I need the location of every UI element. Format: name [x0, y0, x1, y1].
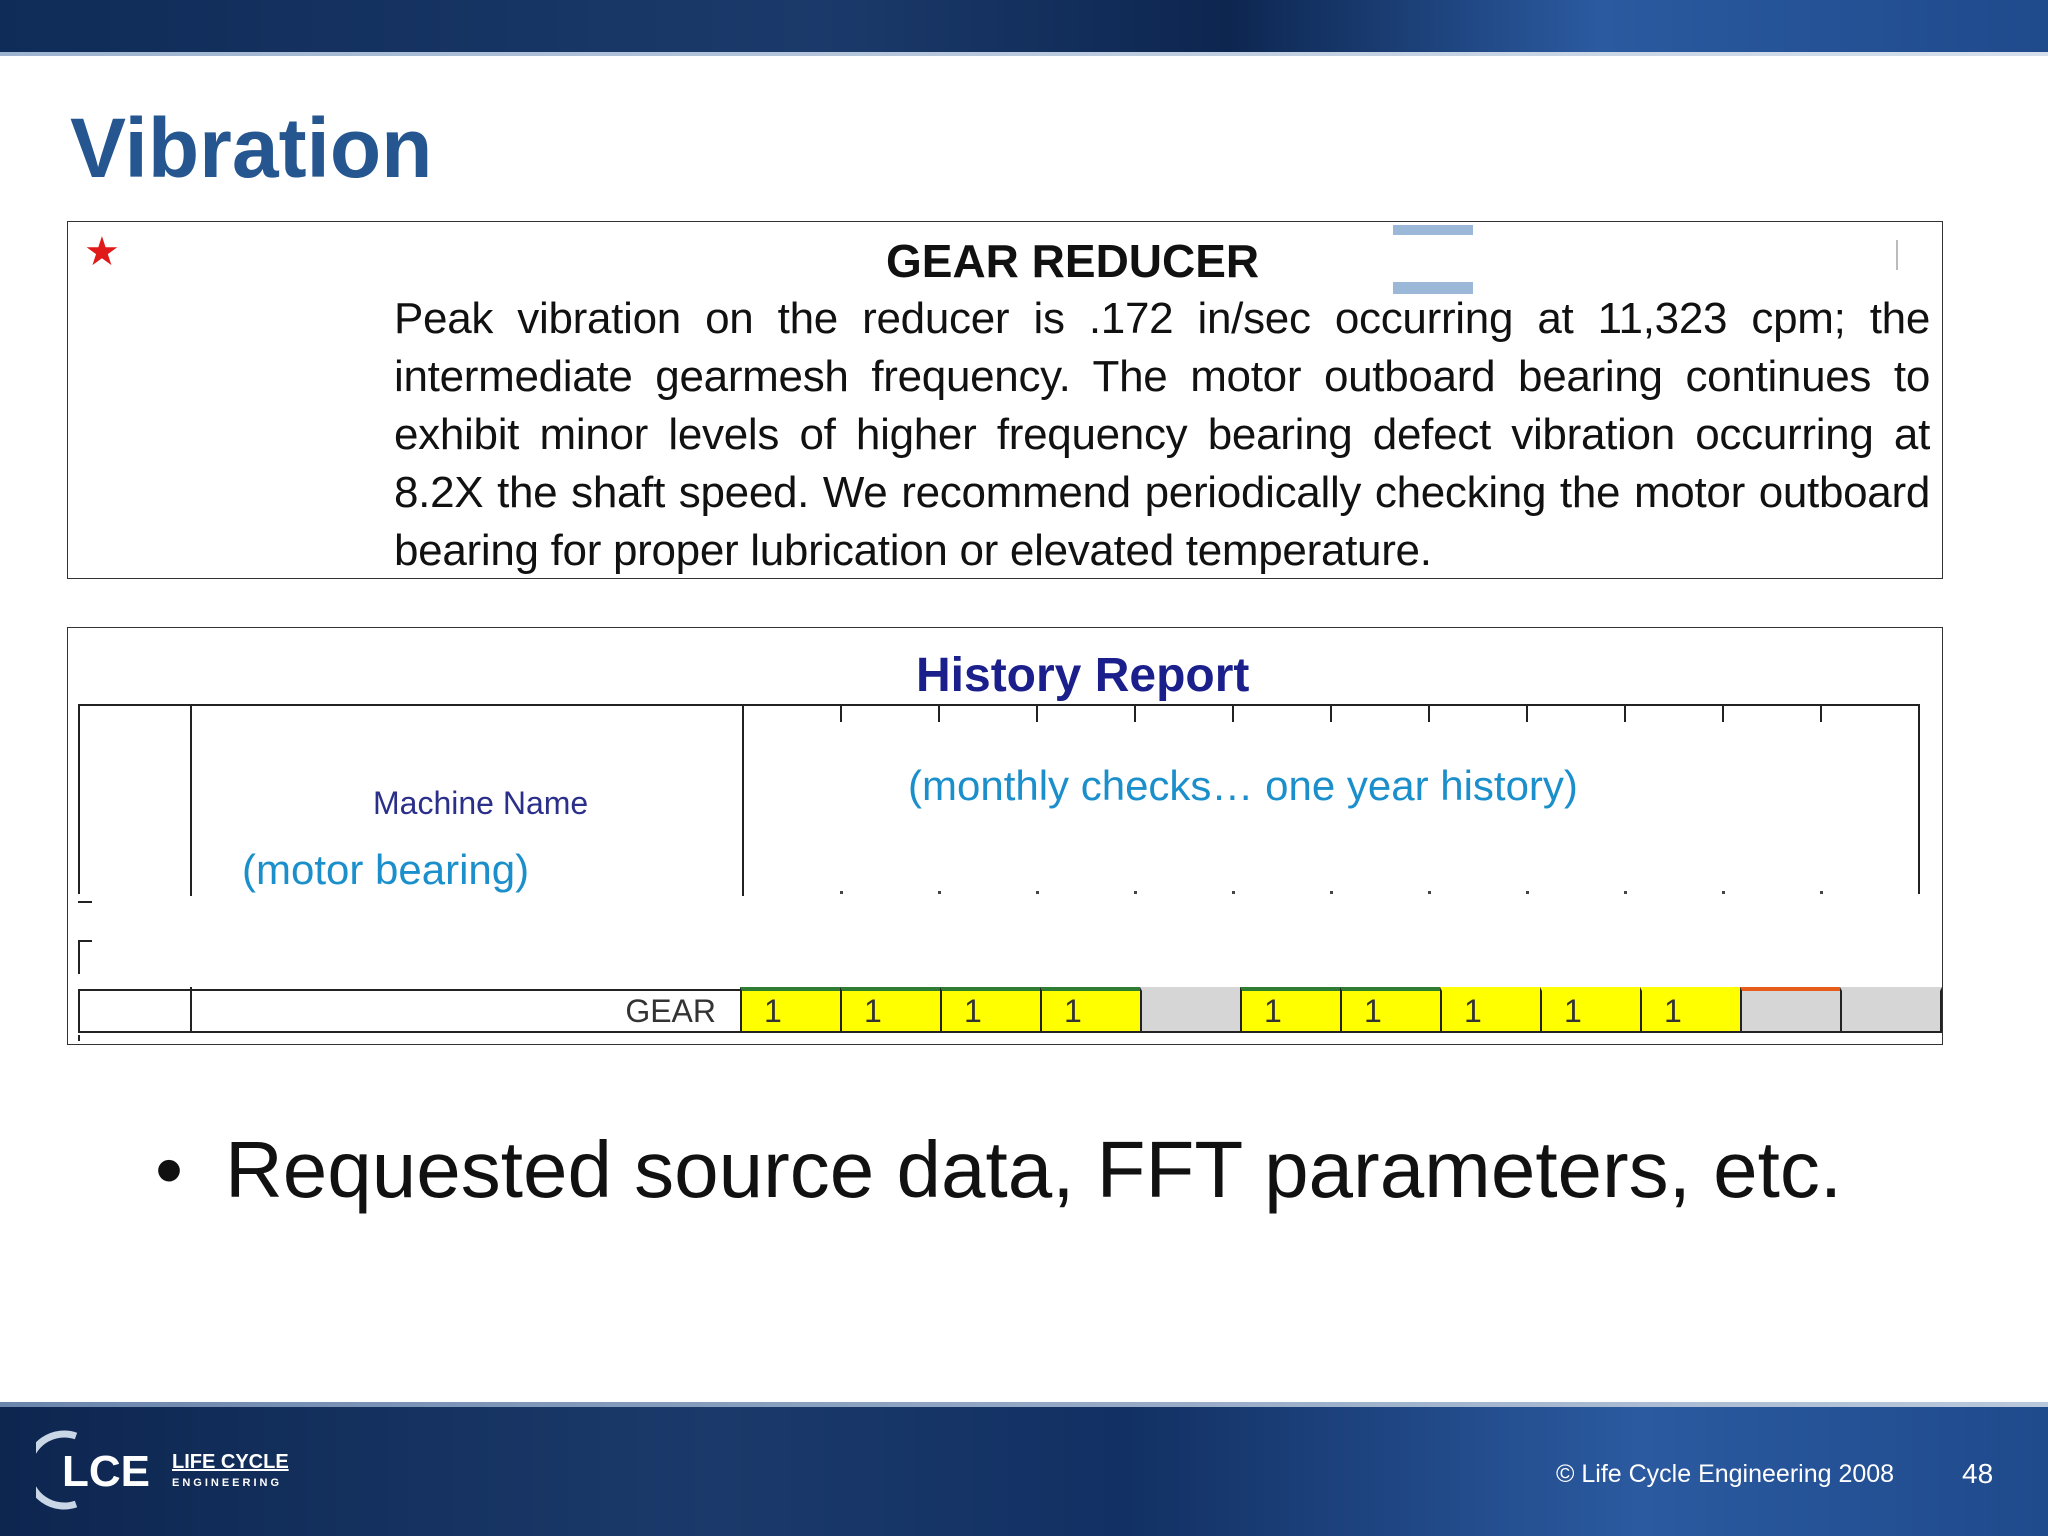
month-dot [1526, 891, 1529, 894]
grid-divider [190, 706, 192, 896]
star-icon: ★ [84, 230, 120, 274]
logo-text: LCE [62, 1447, 150, 1496]
top-banner [0, 0, 2048, 56]
month-tick [1820, 706, 1822, 722]
report-heading: GEAR REDUCER [886, 235, 1260, 287]
grid-divider [742, 706, 744, 896]
month-tick [1722, 706, 1724, 722]
table-row [78, 989, 1920, 1033]
month-tick [1330, 706, 1332, 722]
month-dot [1624, 891, 1627, 894]
status-cell [1740, 987, 1842, 1033]
monthly-status-cells [742, 987, 1942, 1031]
monthly-checks-annotation: (monthly checks… one year history) [908, 762, 1578, 809]
month-dot [1820, 891, 1823, 894]
status-cell [1040, 987, 1142, 1033]
month-dot [1232, 891, 1235, 894]
machine-name: GEAR [625, 993, 716, 1029]
status-value: 1 [1564, 993, 1582, 1029]
month-tick [1428, 706, 1430, 722]
bullet-text: Requested source data, FFT parameters, etc. [225, 1125, 1843, 1214]
lce-logo [36, 1430, 326, 1510]
row-name-cell [78, 991, 744, 1031]
page-number: 48 [1962, 1458, 1994, 1489]
status-cell [1140, 987, 1242, 1033]
history-report-panel [67, 627, 1943, 1045]
decorative-line [1896, 240, 1898, 270]
row-marker [78, 940, 92, 942]
status-cell [1440, 987, 1542, 1033]
row-marker [78, 1035, 200, 1041]
status-value: 1 [1264, 993, 1282, 1029]
month-tick [840, 706, 842, 722]
month-tick [1134, 706, 1136, 722]
status-cell [1840, 987, 1942, 1033]
status-value: 1 [864, 993, 882, 1029]
status-cell [1340, 987, 1442, 1033]
month-dot [938, 891, 941, 894]
gear-reducer-report [67, 221, 1943, 579]
status-value: 1 [1464, 993, 1482, 1029]
grid-divider [190, 987, 192, 1031]
month-dot [1722, 891, 1725, 894]
status-value: 1 [964, 993, 982, 1029]
month-dot [1428, 891, 1431, 894]
status-value: 1 [1364, 993, 1382, 1029]
month-dot [1134, 891, 1137, 894]
status-cell [1240, 987, 1342, 1033]
bullet-icon: • [155, 1125, 184, 1214]
slide-title: Vibration [70, 101, 433, 195]
status-value: 1 [1664, 993, 1682, 1029]
status-value: 1 [764, 993, 782, 1029]
status-cell [840, 987, 942, 1033]
footer-banner [0, 1402, 2048, 1536]
decorative-bar [1393, 225, 1473, 235]
row-marker [78, 901, 92, 903]
month-tick [1624, 706, 1626, 722]
month-tick [1232, 706, 1234, 722]
motor-bearing-annotation: (motor bearing) [242, 846, 530, 893]
month-dot [1330, 891, 1333, 894]
status-value: 1 [1064, 993, 1082, 1029]
status-cell [940, 987, 1042, 1033]
machine-name-header: Machine Name [373, 785, 589, 821]
status-cell [1540, 987, 1642, 1033]
status-cell [740, 987, 842, 1033]
month-dot [840, 891, 843, 894]
bullet-point [155, 1124, 1842, 1216]
report-body: Peak vibration on the reducer is .172 in/sec occurring at 11,323 cpm; the intermediate gearmesh frequency. The motor outboard bearing continues to exhibit minor levels of higher frequency bearing defect vibration occurring at 8.2X the shaft speed. We recommend periodically checking the motor outboard bearing for proper lubrication or elevated temperature. [394, 294, 1930, 575]
row-marker [78, 940, 80, 974]
month-tick [1036, 706, 1038, 722]
history-report-title: History Report [916, 649, 1250, 702]
month-dot [1036, 891, 1039, 894]
logo-sub-title: LIFE CYCLE [172, 1451, 289, 1473]
logo-sub-tagline: ENGINEERING [172, 1477, 283, 1489]
month-tick [938, 706, 940, 722]
month-tick [1526, 706, 1528, 722]
status-cell [1640, 987, 1742, 1033]
copyright-text: © Life Cycle Engineering 2008 [1556, 1460, 1895, 1488]
